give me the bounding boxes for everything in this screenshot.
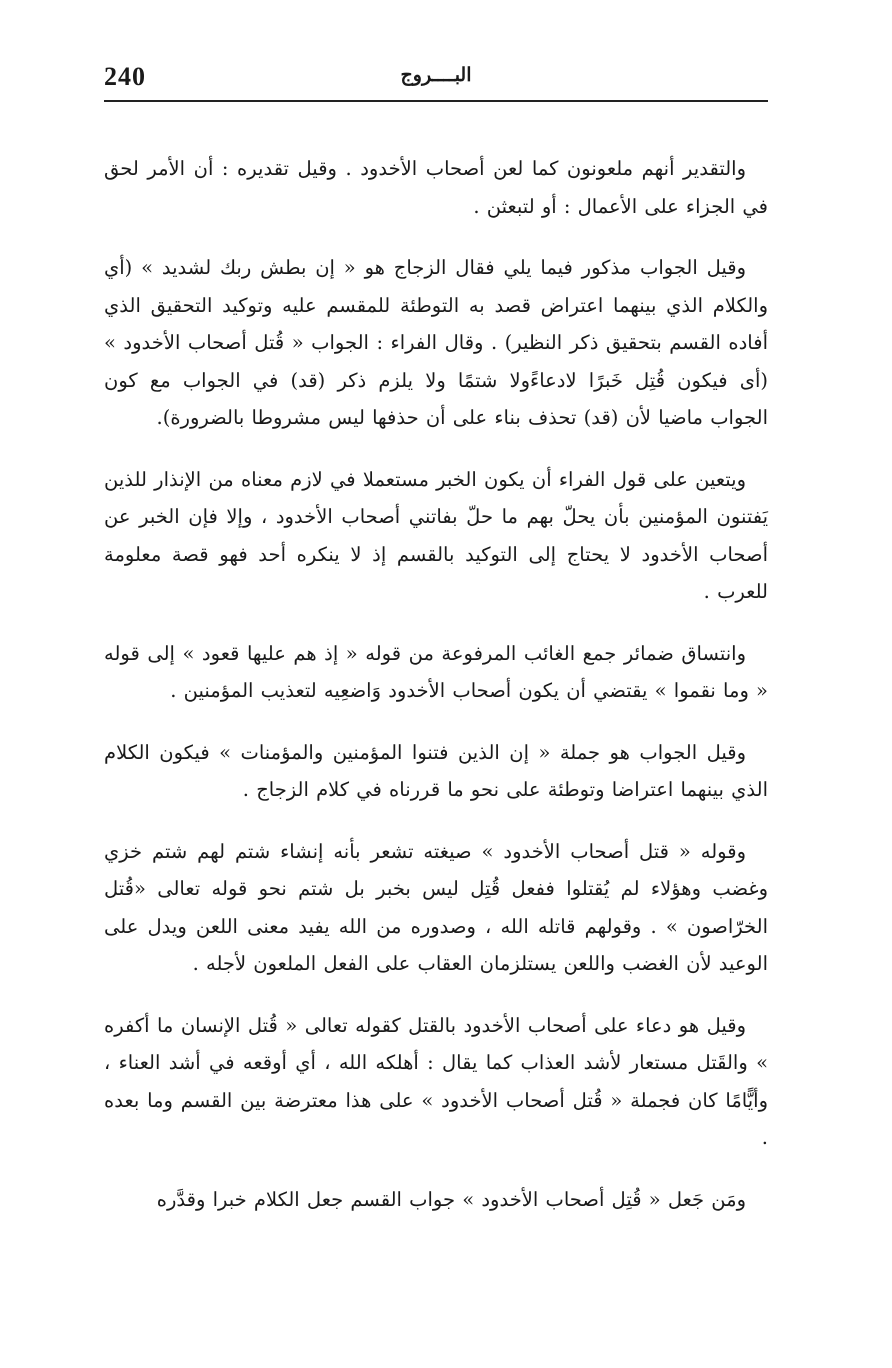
paragraph-4: وانتساق ضمائر جمع الغائب المرفوعة من قوله « إذ هم عليها قعود » إلى قوله « وما نقموا » يقتضي أن يكون أصحاب الأخدود وَاضعِيه لتعذيب المؤمنين .: [104, 641, 768, 702]
paragraph-1: والتقدير أنهم ملعونون كما لعن أصحاب الأخدود . وقيل تقديره : أن الأمر لحق في الجزاء على الأعمال : أو لتبعثن .: [104, 157, 768, 218]
paragraph-6: وقوله « قتل أصحاب الأخدود » صيغته تشعر بأنه إنشاء شتم لهم شتم خزي وغضب وهؤلاء لم يُقتلوا ففعل قُتِل ليس بخبر بل شتم نحو قوله تعالى «قُتل الخرّاصون » . وقولهم قاتله الله ، وصدوره من الله يفيد معنى اللعن ويدل على الوعيد لأن الغضب واللعن يستلزمان العقاب على الفعل الملعون لأجله .: [104, 839, 768, 975]
page-header: [104, 58, 768, 102]
paragraph-8: ومَن جَعل « قُتِل أصحاب الأخدود » جواب القسم جعل الكلام خبرا وقدَّره: [156, 1187, 746, 1211]
book-page: [104, 58, 768, 1348]
running-title: البــــروج: [400, 64, 472, 86]
paragraph-2: وقيل الجواب مذكور فيما يلي فقال الزجاج هو « إن بطش ربك لشديد » (أي والكلام الذي بينهما اعتراض قصد به التوطئة للمقسم عليه وتوكيد التحقيق الذي أفاده القسم بتحقيق ذكر النظير) . وقال الفراء : الجواب « قُتل أصحاب الأخدود » (أى فيكون قُتِل خَبرًا لادعاءًولا شتمًا ولا يلزم ذكر (قد) في الجواب مع كون الجواب ماضيا لأن (قد) تحذف بناء على أن حذفها ليس مشروطا بالضرورة).: [104, 256, 768, 429]
page-number: 240: [104, 62, 146, 91]
paragraph-3: ويتعين على قول الفراء أن يكون الخبر مستعملا في لازم معناه من الإنذار للذين يَفتنون المؤمنين بأن يحلّ بهم ما حلّ بفاتني أصحاب الأخدود ، وإلا فإن الخبر عن أصحاب الأخدود لا يحتاج إلى التوكيد بالقسم إذ لا ينكره أحد فهو قصة معلومة للعرب .: [104, 467, 768, 603]
paragraph-7: وقيل هو دعاء على أصحاب الأخدود بالقتل كقوله تعالى « قُتل الإنسان ما أكفره » والقَتل مستعار لأشد العذاب كما يقال : أهلكه الله ، أي أوقعه في أشد العناء ، وأيًّامًا كان فجملة « قُتل أصحاب الأخدود » على هذا معترضة بين القسم وما بعده .: [104, 1013, 768, 1149]
paragraph-5: وقيل الجواب هو جملة « إن الذين فتنوا المؤمنين والمؤمنات » فيكون الكلام الذي بينهما اعتراضا وتوطئة على نحو ما قررناه في كلام الزجاج .: [104, 740, 768, 801]
page-body: [104, 150, 768, 1218]
